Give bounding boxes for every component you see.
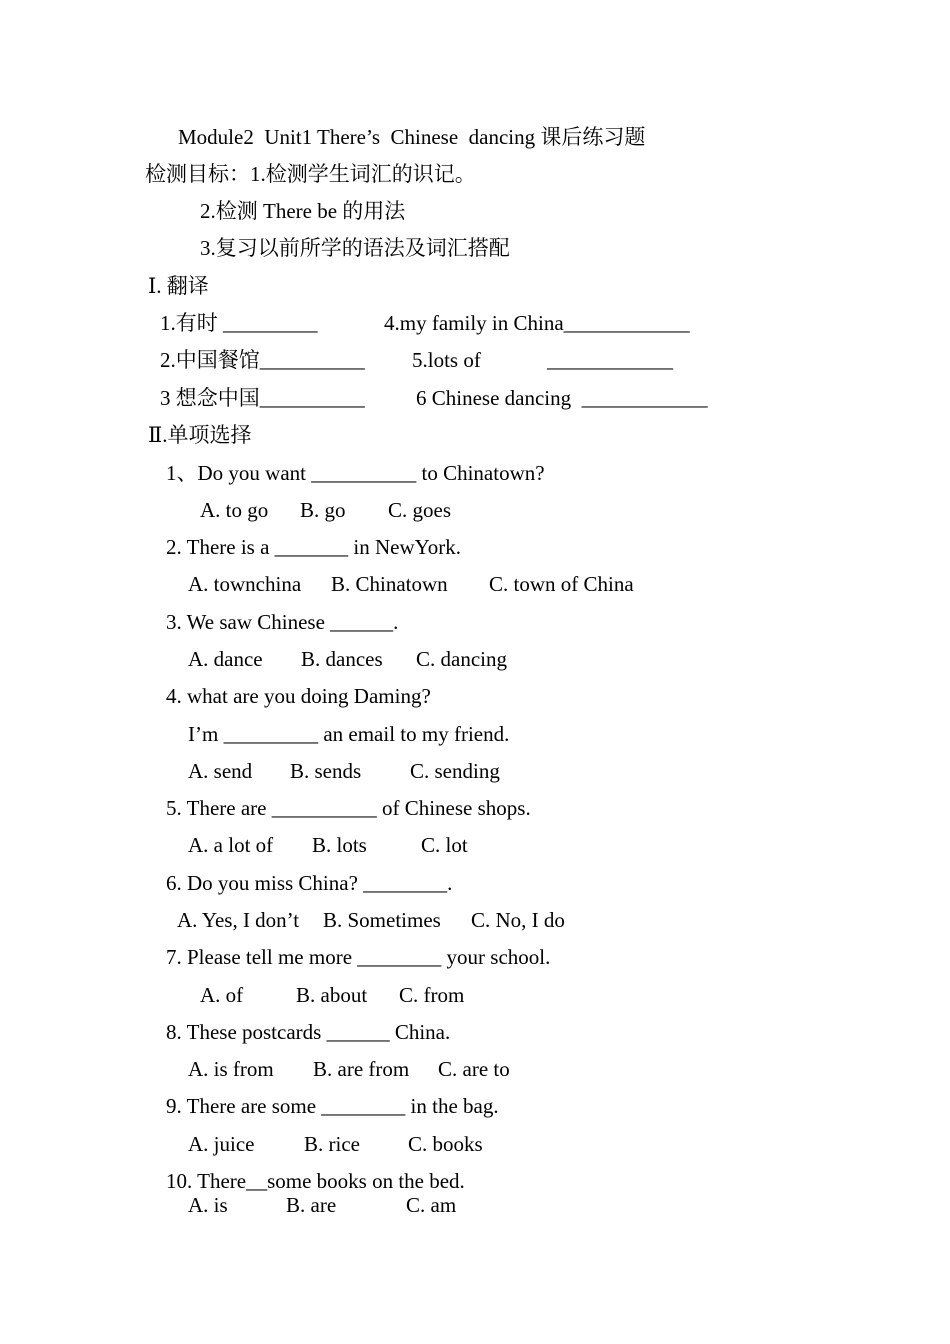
page-title: Module2 Unit1 There’s Chinese dancing 课后练习题 — [178, 125, 646, 149]
option-a: A. send — [188, 759, 253, 783]
question-text: 4. what are you doing Daming? — [166, 684, 431, 708]
option-b: B. are from — [313, 1057, 410, 1081]
question-text: 7. Please tell me more ________ your school. — [166, 945, 551, 969]
translation-item: 2.中国餐馆__________ — [160, 348, 365, 372]
option-b: B. Chinatown — [331, 572, 448, 596]
option-a: A. a lot of — [188, 833, 274, 857]
question-text: 5. There are __________ of Chinese shops. — [166, 796, 531, 820]
option-a: A. juice — [188, 1132, 255, 1156]
option-b: B. dances — [301, 647, 383, 671]
option-c: C. from — [399, 983, 465, 1007]
option-c: C. am — [406, 1193, 457, 1217]
option-b: B. lots — [312, 833, 367, 857]
option-a: A. is — [188, 1193, 228, 1217]
option-c: C. goes — [388, 498, 451, 522]
option-c: C. No, I do — [471, 908, 565, 932]
section-1-heading: Ⅰ. 翻译 — [148, 274, 209, 298]
section-2-heading: Ⅱ.单项选择 — [148, 423, 252, 447]
question-text: 3. We saw Chinese ______. — [166, 610, 399, 634]
translation-item: 3 想念中国__________ — [160, 386, 365, 410]
question-text: 6. Do you miss China? ________. — [166, 871, 453, 895]
translation-item: 6 Chinese dancing ____________ — [416, 386, 708, 410]
objective-line-3: 3.复习以前所学的语法及词汇搭配 — [200, 236, 510, 260]
option-b: B. sends — [290, 759, 362, 783]
translation-item: 1.有时 _________ — [160, 311, 318, 335]
option-a: A. townchina — [188, 572, 302, 596]
objective-line-2: 2.检测 There be 的用法 — [200, 199, 406, 223]
option-b: B. Sometimes — [323, 908, 441, 932]
option-b: B. are — [286, 1193, 337, 1217]
translation-item: 5.lots of — [412, 348, 481, 372]
option-c: C. sending — [410, 759, 500, 783]
option-b: B. go — [300, 498, 346, 522]
option-c: C. are to — [438, 1057, 510, 1081]
option-c: C. dancing — [416, 647, 507, 671]
option-c: C. town of China — [489, 572, 634, 596]
option-b: B. rice — [304, 1132, 360, 1156]
option-a: A. of — [200, 983, 244, 1007]
translation-item: 4.my family in China____________ — [384, 311, 690, 335]
option-c: C. lot — [421, 833, 468, 857]
question-text: 8. These postcards ______ China. — [166, 1020, 451, 1044]
question-text-line-2: I’m _________ an email to my friend. — [188, 722, 510, 746]
option-a: A. to go — [200, 498, 269, 522]
question-text: 1、Do you want __________ to Chinatown? — [166, 461, 545, 485]
option-a: A. is from — [188, 1057, 274, 1081]
translation-blank: ____________ — [547, 348, 673, 372]
option-a: A. dance — [188, 647, 263, 671]
question-text: 10. There__some books on the bed. — [166, 1169, 465, 1193]
option-c: C. books — [408, 1132, 483, 1156]
option-b: B. about — [296, 983, 368, 1007]
question-text: 2. There is a _______ in NewYork. — [166, 535, 461, 559]
question-text: 9. There are some ________ in the bag. — [166, 1094, 499, 1118]
option-a: A. Yes, I don’t — [177, 908, 300, 932]
objective-line-1: 检测目标：1.检测学生词汇的识记。 — [145, 162, 476, 186]
